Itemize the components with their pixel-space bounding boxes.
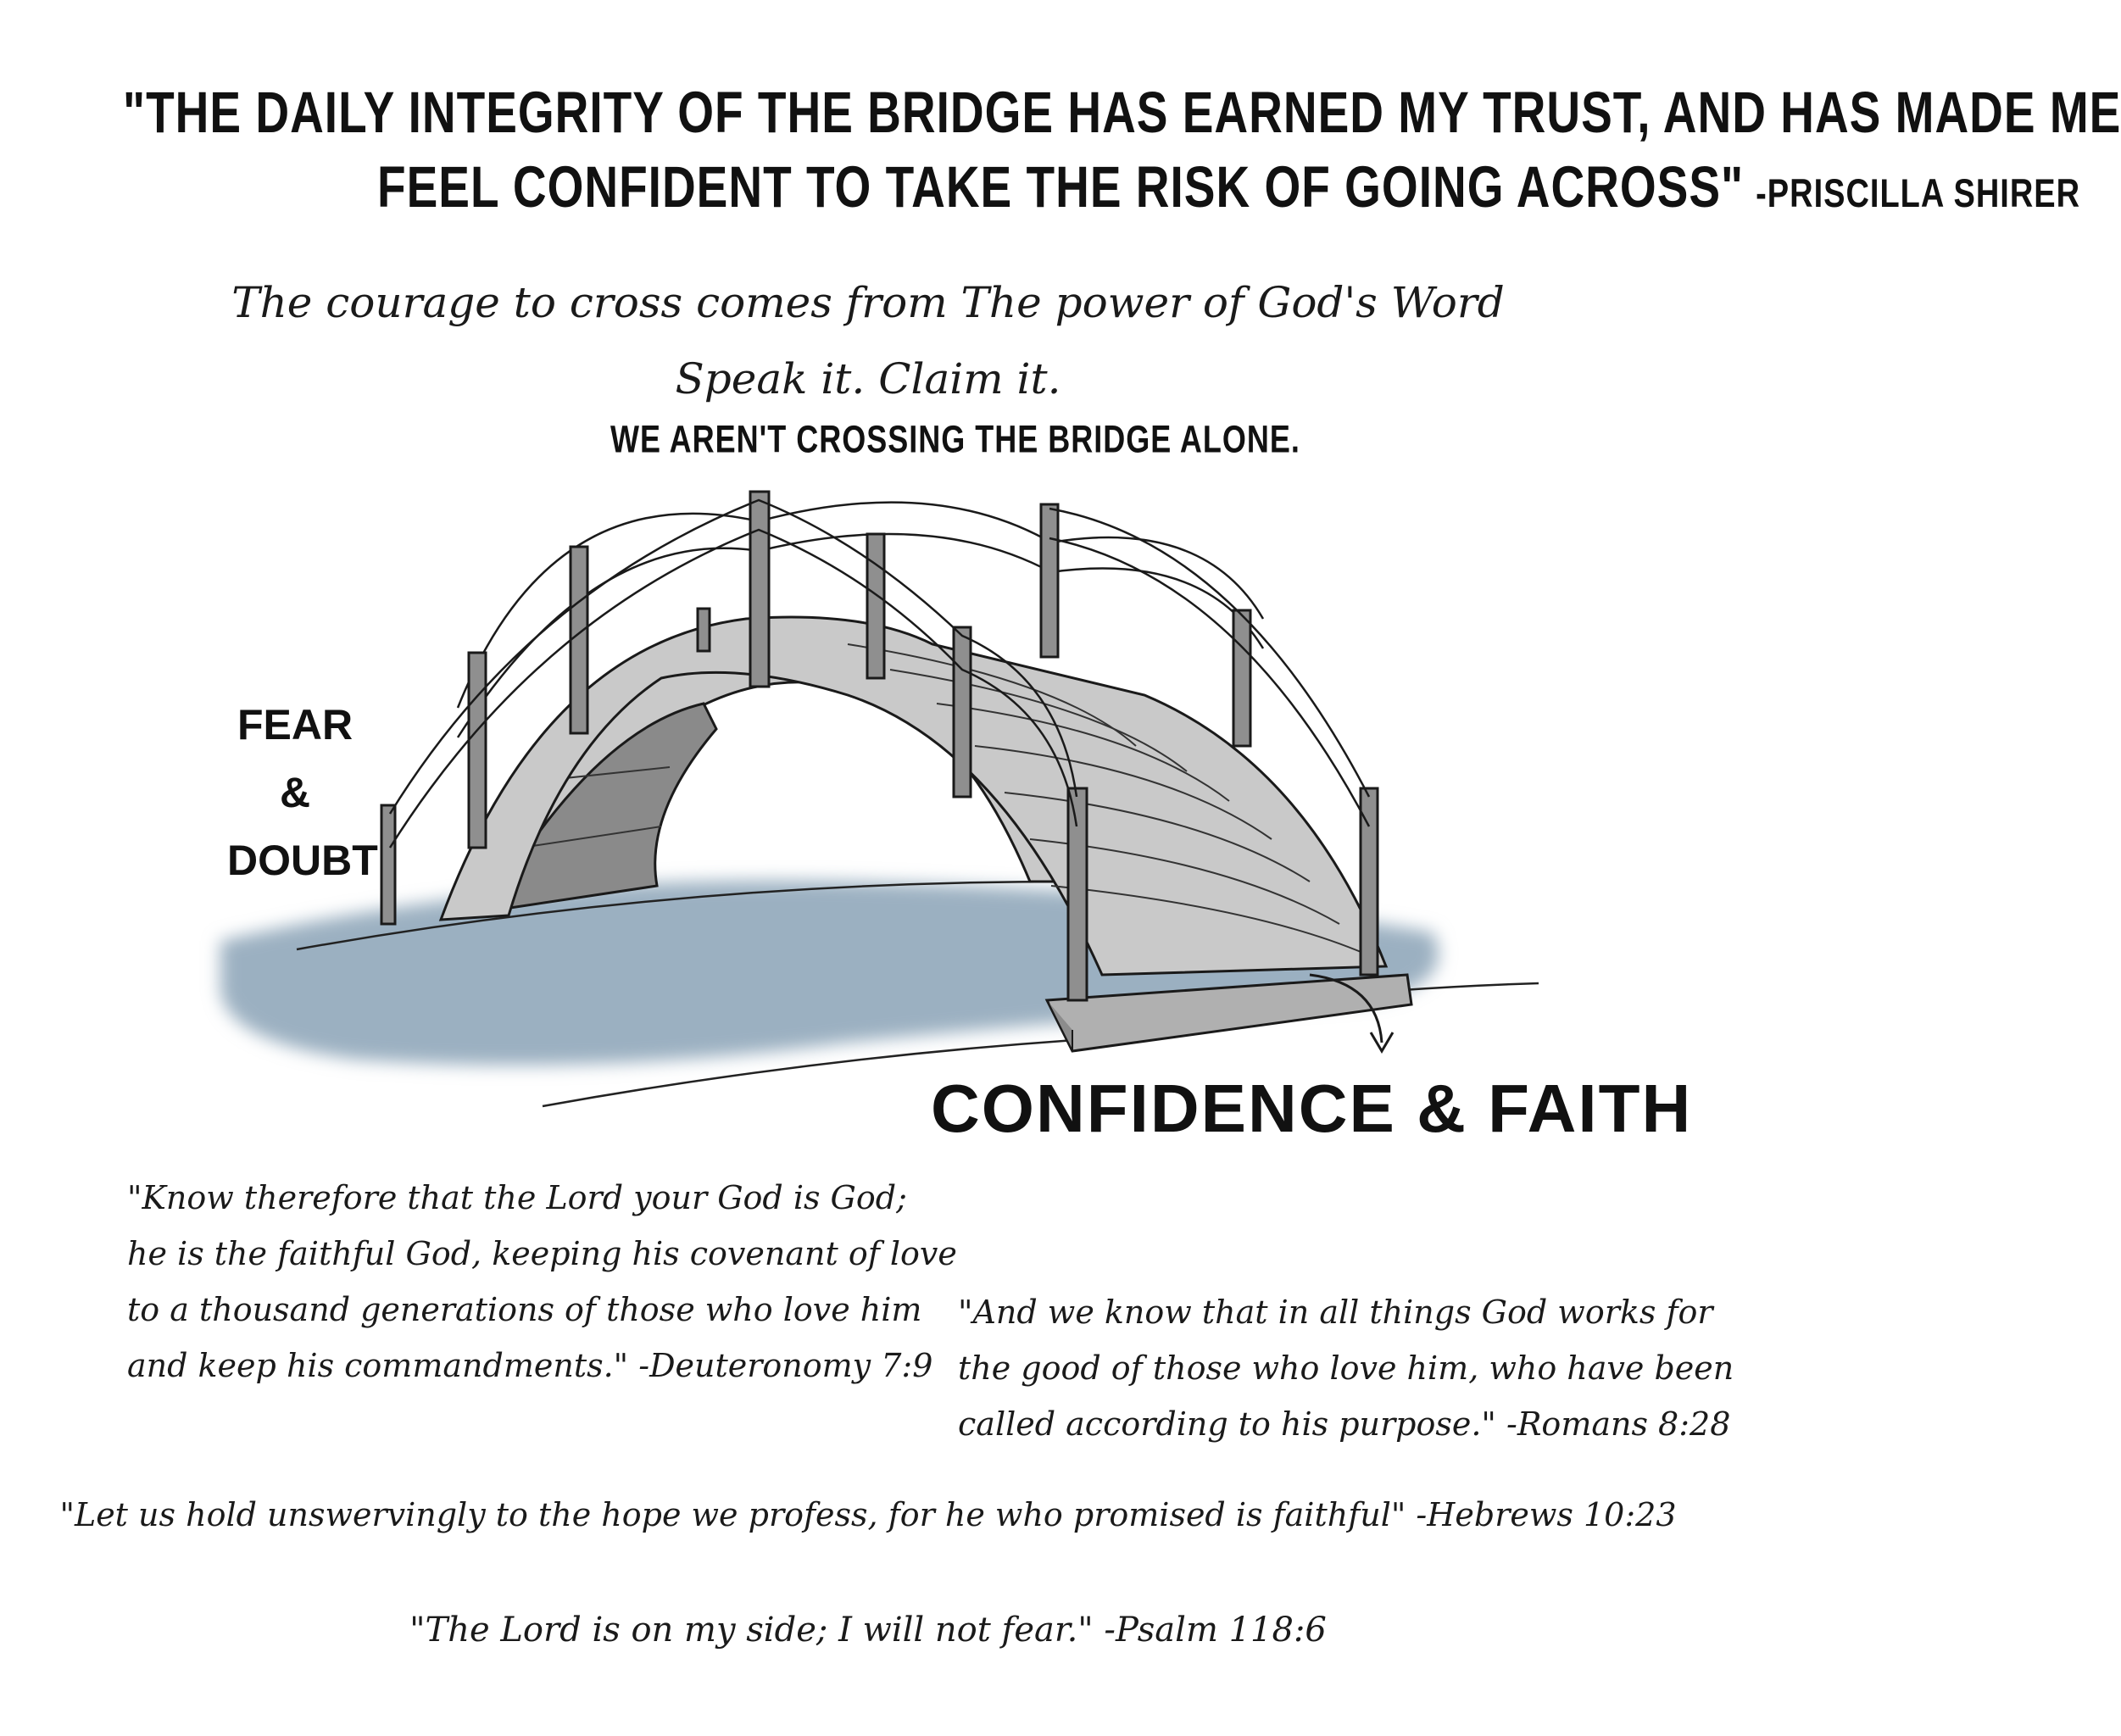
quote-line-1: "THE DAILY INTEGRITY OF THE BRIDGE HAS EARNED MY TRUST, AND HAS MADE ME [123, 79, 2121, 145]
claim-line: Speak it. Claim it. [675, 354, 1061, 403]
verse-hebrews: "Let us hold unswervingly to the hope we profess, for he who promised is faithful" -Hebrews 10:23 [59, 1496, 1677, 1533]
quote-text: FEEL CONFIDENT TO TAKE THE RISK OF GOING ACROSS" [377, 153, 1745, 220]
ampersand: & [279, 769, 311, 816]
verse-line: to a thousand generations of those who love him [127, 1291, 922, 1328]
verse-deuteronomy [127, 1170, 957, 1394]
verse-romans [958, 1284, 1734, 1452]
verse-line: and keep his commandments." -Deuteronomy 7:9 [127, 1347, 933, 1384]
verse-line: "And we know that in all things God works for [958, 1294, 1713, 1331]
fear-doubt-label [227, 691, 378, 894]
doubt-word: DOUBT [227, 837, 378, 884]
verse-line: "Know therefore that the Lord your God is God; [127, 1179, 907, 1216]
courage-line: The courage to cross comes from The power of God's Word [231, 278, 1505, 327]
verse-line: called according to his purpose." -Romans 8:28 [958, 1405, 1731, 1443]
quote-author: -PRISCILLA SHIRER [1756, 171, 2081, 216]
verse-psalm: "The Lord is on my side; I will not fear." -Psalm 118:6 [409, 1611, 1327, 1650]
not-alone-line: WE AREN'T CROSSING THE BRIDGE ALONE. [610, 417, 1300, 461]
verse-line: he is the faithful God, keeping his covenant of love [127, 1235, 957, 1272]
confidence-faith-label: CONFIDENCE & FAITH [931, 1071, 1693, 1146]
verse-line: the good of those who love him, who have been [958, 1349, 1734, 1387]
fear-word: FEAR [237, 701, 354, 748]
